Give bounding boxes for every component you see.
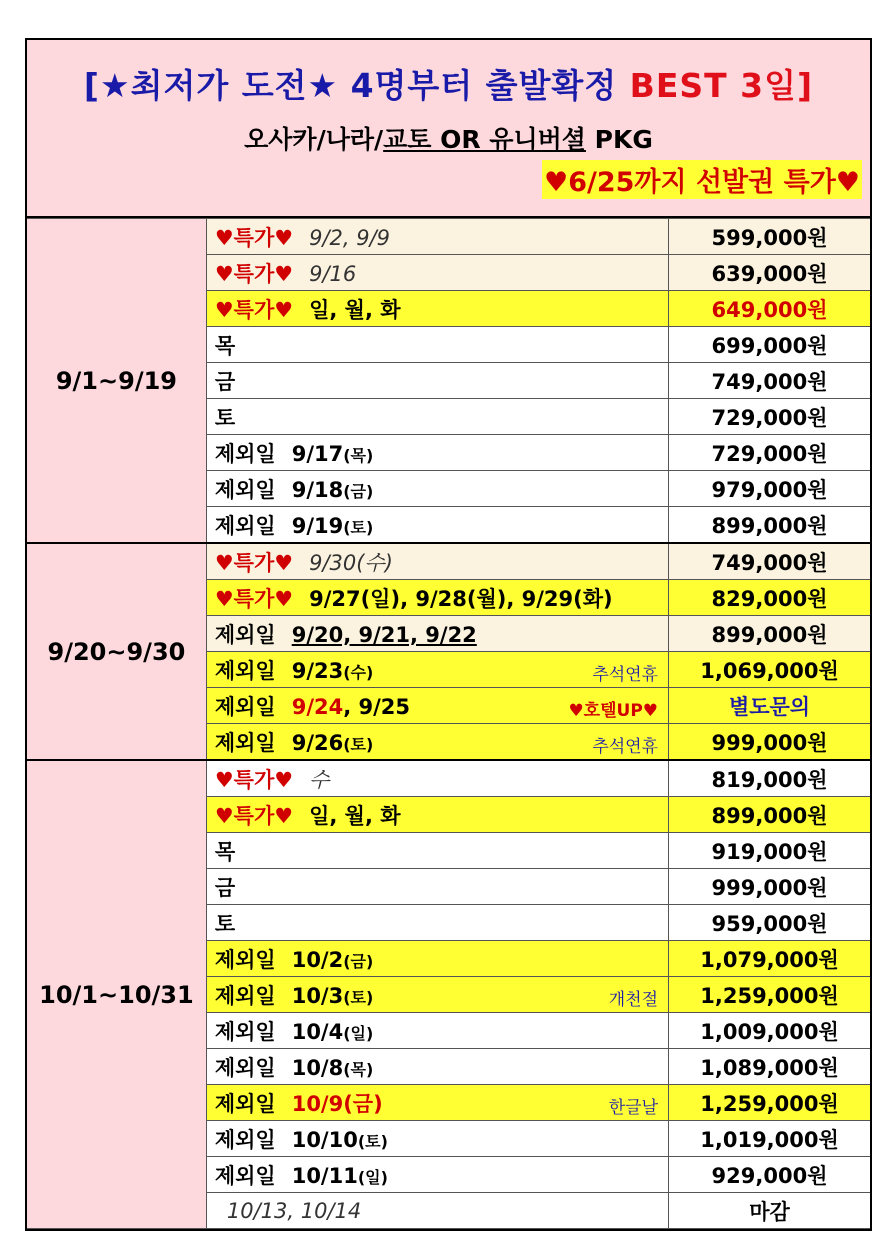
day-text: (토)	[343, 987, 374, 1007]
row-description	[206, 507, 668, 544]
row-description	[206, 688, 668, 724]
row-description	[206, 327, 668, 363]
date-text: 9/18	[291, 477, 344, 502]
excluded-label: 제외일	[214, 1091, 276, 1116]
row-dates: 9/16	[309, 261, 357, 286]
price-cell: 649,000원	[669, 291, 870, 327]
row-description	[206, 869, 668, 905]
date-highlight: 9/24	[291, 694, 344, 719]
row-description	[206, 543, 668, 580]
excluded-label: 제외일	[214, 1055, 276, 1080]
row-description	[206, 1157, 668, 1193]
table-row	[27, 543, 870, 580]
row-description	[206, 1193, 668, 1229]
row-dates	[292, 731, 374, 755]
day-text: (토)	[343, 734, 374, 754]
period-cell: 9/1~9/19	[27, 219, 206, 544]
price-cell: 1,259,000원	[669, 1085, 870, 1121]
price-table	[27, 218, 870, 1229]
price-cell: 919,000원	[669, 833, 870, 869]
price-cell: 729,000원	[669, 435, 870, 471]
row-text: 10/13, 10/14	[226, 1198, 362, 1223]
header	[27, 40, 870, 218]
row-description	[206, 616, 668, 652]
date-text: , 9/25	[343, 694, 411, 719]
subheadline-part-3: PKG	[585, 125, 653, 154]
special-label: ♥특가♥	[214, 550, 294, 575]
headline	[27, 60, 870, 107]
day-text: (토)	[343, 517, 374, 537]
date-text: 9/19	[291, 513, 344, 538]
row-description	[206, 941, 668, 977]
date-text: 10/2	[291, 947, 344, 972]
table-row	[27, 219, 870, 255]
row-dates	[292, 478, 374, 502]
row-text: 금	[214, 369, 236, 394]
day-text: (토)	[357, 1131, 388, 1151]
date-text: 10/8	[291, 1055, 344, 1080]
special-label: ♥특가♥	[214, 803, 294, 828]
headline-part-2: 4명부터 출발확정	[350, 66, 618, 105]
price-cell: 749,000원	[669, 543, 870, 580]
row-description	[206, 580, 668, 616]
row-dates	[292, 1092, 383, 1116]
row-note: 개천절	[608, 990, 659, 1010]
excluded-label: 제외일	[214, 1019, 276, 1044]
date-text: 10/3	[291, 983, 344, 1008]
excluded-label: 제외일	[214, 1127, 276, 1152]
price-cell: 699,000원	[669, 327, 870, 363]
special-label: ♥특가♥	[214, 586, 294, 611]
period-cell: 9/20~9/30	[27, 543, 206, 760]
row-dates: 9/2, 9/9	[309, 225, 391, 250]
row-description	[206, 1013, 668, 1049]
headline-part-1: [★최저가 도전★	[83, 66, 339, 105]
row-dates	[292, 514, 374, 538]
price-cell: 819,000원	[669, 760, 870, 797]
row-note: ♥호텔UP♥	[568, 701, 659, 721]
row-dates	[292, 695, 410, 719]
row-description	[206, 797, 668, 833]
row-description	[206, 399, 668, 435]
row-description	[206, 760, 668, 797]
row-dates: 9/27(일), 9/28(월), 9/29(화)	[309, 586, 613, 611]
price-cell: 1,089,000원	[669, 1049, 870, 1085]
row-text: 금	[214, 875, 236, 900]
row-description	[206, 1049, 668, 1085]
row-dates	[292, 442, 374, 466]
excluded-label: 제외일	[214, 658, 276, 683]
day-text: (금)	[343, 481, 374, 501]
day-text: (금)	[343, 951, 374, 971]
date-text: 9/26	[291, 730, 344, 755]
excluded-label: 제외일	[214, 1163, 276, 1188]
excluded-label: 제외일	[214, 513, 276, 538]
row-description	[206, 255, 668, 291]
row-dates	[292, 659, 374, 683]
price-cell: 1,009,000원	[669, 1013, 870, 1049]
row-dates: 9/30(수)	[309, 550, 393, 575]
day-text: (목)	[343, 445, 374, 465]
special-label: ♥특가♥	[214, 767, 294, 792]
excluded-label: 제외일	[214, 730, 276, 755]
date-text: 10/11	[291, 1163, 358, 1188]
row-dates: 일, 월, 화	[309, 297, 401, 322]
price-cell: 마감	[669, 1193, 870, 1229]
price-cell: 899,000원	[669, 507, 870, 544]
row-dates: 수	[309, 767, 330, 792]
date-text: 10/10	[291, 1127, 358, 1152]
date-text: 9/23	[291, 658, 344, 683]
date-text: 9/17	[291, 441, 344, 466]
price-sheet	[25, 38, 872, 1231]
price-cell: 1,019,000원	[669, 1121, 870, 1157]
excluded-label: 제외일	[214, 622, 276, 647]
row-description	[206, 977, 668, 1013]
subheadline-part-1: 오사카/나라/	[244, 125, 384, 154]
row-dates: 일, 월, 화	[309, 803, 401, 828]
row-text: 토	[214, 405, 236, 430]
period-cell: 10/1~10/31	[27, 760, 206, 1229]
excluded-label: 제외일	[214, 694, 276, 719]
row-dates	[292, 1020, 374, 1044]
price-cell: 1,259,000원	[669, 977, 870, 1013]
row-description	[206, 471, 668, 507]
date-highlight: 10/9(금)	[291, 1091, 383, 1116]
price-cell: 899,000원	[669, 616, 870, 652]
price-cell: 829,000원	[669, 580, 870, 616]
row-description	[206, 724, 668, 761]
price-cell: 929,000원	[669, 1157, 870, 1193]
table-row	[27, 760, 870, 797]
price-cell: 1,069,000원	[669, 652, 870, 688]
price-cell: 별도문의	[669, 688, 870, 724]
excluded-label: 제외일	[214, 983, 276, 1008]
row-description	[206, 652, 668, 688]
date-text: 9/20, 9/21, 9/22	[291, 622, 477, 647]
row-dates	[292, 1056, 374, 1080]
price-cell: 599,000원	[669, 219, 870, 255]
row-note: 추석연휴	[592, 665, 659, 685]
row-text: 토	[214, 911, 236, 936]
price-cell: 749,000원	[669, 363, 870, 399]
excluded-label: 제외일	[214, 947, 276, 972]
promo-banner: ♥6/25까지 선발권 특가♥	[542, 160, 862, 199]
day-text: (일)	[357, 1167, 388, 1187]
row-description	[206, 1121, 668, 1157]
subheadline	[27, 120, 870, 156]
row-dates	[292, 1128, 388, 1152]
price-cell: 729,000원	[669, 399, 870, 435]
day-text: (수)	[343, 662, 374, 682]
price-cell: 999,000원	[669, 869, 870, 905]
day-text: (일)	[343, 1023, 374, 1043]
excluded-label: 제외일	[214, 477, 276, 502]
row-description	[206, 905, 668, 941]
excluded-label: 제외일	[214, 441, 276, 466]
row-dates	[292, 1164, 388, 1188]
day-text: (목)	[343, 1059, 374, 1079]
row-text: 목	[214, 333, 236, 358]
price-cell: 999,000원	[669, 724, 870, 761]
price-cell: 979,000원	[669, 471, 870, 507]
row-note: 추석연휴	[592, 737, 659, 757]
row-description	[206, 291, 668, 327]
price-cell: 959,000원	[669, 905, 870, 941]
special-label: ♥특가♥	[214, 297, 294, 322]
row-text: 목	[214, 839, 236, 864]
subheadline-part-2: 교토 OR 유니버셜	[383, 125, 586, 154]
row-description	[206, 435, 668, 471]
row-dates	[292, 984, 374, 1008]
special-label: ♥특가♥	[214, 261, 294, 286]
row-description	[206, 219, 668, 255]
price-cell: 1,079,000원	[669, 941, 870, 977]
price-cell: 899,000원	[669, 797, 870, 833]
row-description	[206, 833, 668, 869]
date-text: 10/4	[291, 1019, 344, 1044]
special-label: ♥특가♥	[214, 225, 294, 250]
row-dates	[292, 623, 477, 647]
row-description	[206, 363, 668, 399]
row-dates	[292, 948, 374, 972]
price-cell: 639,000원	[669, 255, 870, 291]
row-description	[206, 1085, 668, 1121]
headline-part-3: BEST 3일]	[629, 66, 814, 105]
row-note: 한글날	[608, 1098, 659, 1118]
